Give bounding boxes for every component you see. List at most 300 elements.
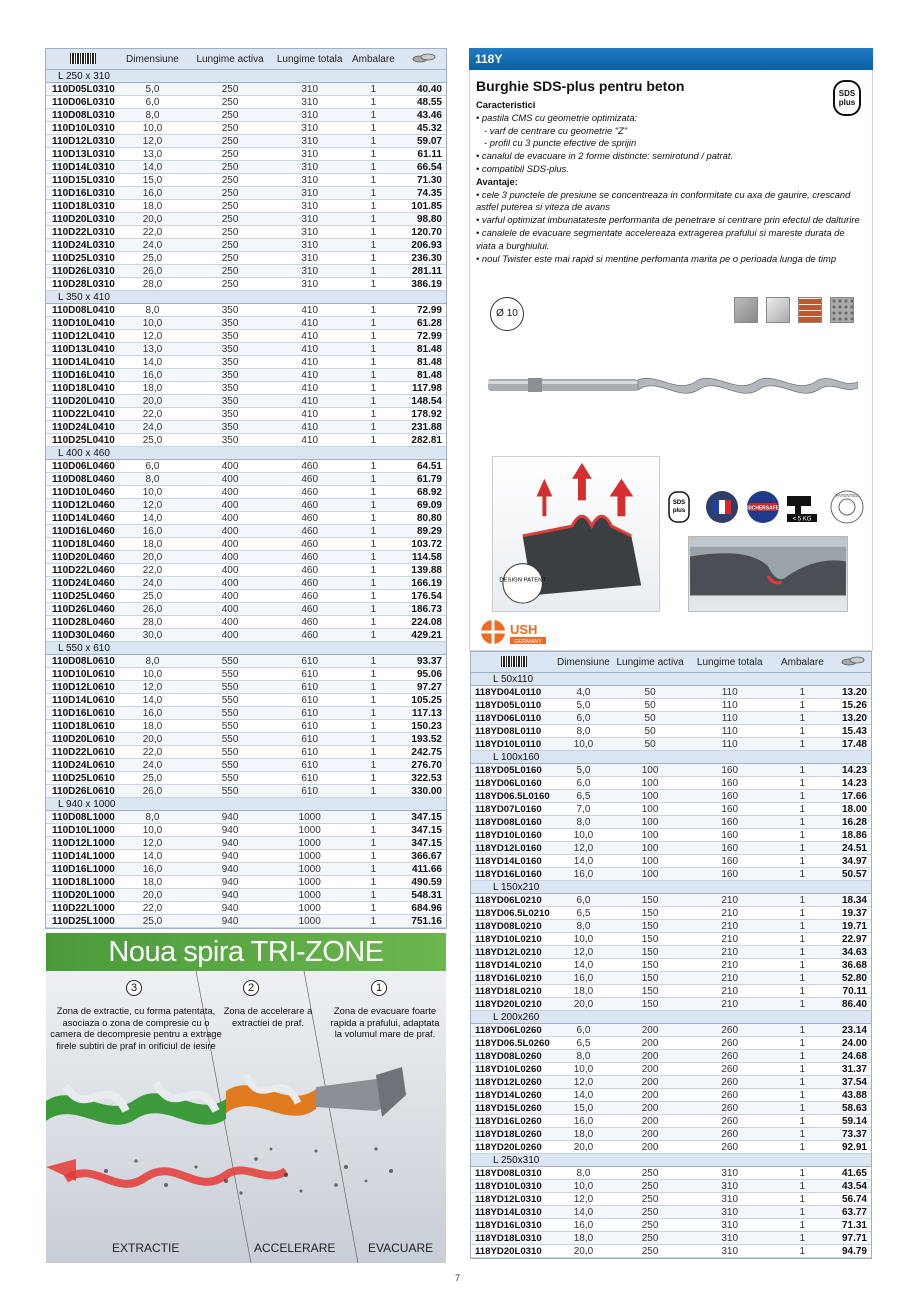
table-header (46, 48, 446, 70)
price-cell: 117.98 (411, 383, 442, 394)
product-code: 118YD12L0310 (475, 1194, 542, 1205)
table-row (471, 1024, 871, 1037)
ambalare-cell: 1 (370, 97, 377, 108)
table-row (46, 590, 446, 603)
section-header: L 50x110 (471, 673, 871, 686)
lungime-activa-cell: 150 (641, 947, 659, 958)
price-cell: 72.99 (416, 305, 442, 316)
product-code: 110D20L0310 (52, 214, 115, 225)
product-code: 118YD08L0160 (475, 817, 542, 828)
table-row (46, 122, 446, 135)
lungime-activa-cell: 250 (641, 1220, 659, 1231)
lungime-totala-cell: 310 (301, 227, 319, 238)
lungime-activa-cell: 550 (221, 656, 239, 667)
price-cell: 41.65 (841, 1168, 867, 1179)
product-code: 110D25L0310 (52, 253, 115, 264)
product-code: 118YD05L0160 (475, 765, 542, 776)
lungime-activa-cell: 200 (641, 1025, 659, 1036)
lungime-activa-cell: 100 (641, 791, 659, 802)
product-code: 110D25L1000 (52, 916, 115, 927)
dimensiune-cell: 5,0 (576, 765, 591, 776)
product-code: 118YD18L0260 (475, 1129, 542, 1140)
lungime-activa-cell: 250 (221, 110, 239, 121)
lungime-totala-cell: 610 (301, 669, 319, 680)
dimensiune-cell: 6,0 (576, 1025, 591, 1036)
ambalare-cell: 1 (799, 687, 806, 698)
ambalare-cell: 1 (799, 1246, 806, 1257)
ambalare-cell: 1 (370, 890, 377, 901)
product-code: 110D14L1000 (52, 851, 115, 862)
lungime-activa-cell: 250 (221, 97, 239, 108)
price-cell: 103.72 (411, 539, 442, 550)
ambalare-cell: 1 (370, 903, 377, 914)
lungime-activa-cell: 50 (644, 700, 656, 711)
dimensiune-cell: 10,0 (142, 487, 163, 498)
ambalare-cell: 1 (370, 760, 377, 771)
lungime-activa-cell: 150 (641, 895, 659, 906)
table-row (46, 408, 446, 421)
dimensiune-cell: 7,0 (576, 804, 591, 815)
avantaje-heading: Avantaje: (476, 175, 518, 187)
ambalare-cell: 1 (370, 162, 377, 173)
table-row (46, 889, 446, 902)
lungime-activa-cell: 350 (221, 357, 239, 368)
lungime-activa-cell: 940 (221, 864, 239, 875)
lungime-activa-cell: 50 (644, 739, 656, 750)
dimensiune-cell: 18,0 (142, 877, 163, 888)
lungime-totala-cell: 1000 (298, 864, 321, 875)
lungime-activa-cell: 250 (221, 84, 239, 95)
design-patent-image (492, 456, 660, 612)
lungime-totala-cell: 610 (301, 747, 319, 758)
lungime-totala-cell: 310 (301, 162, 319, 173)
table-row (46, 174, 446, 187)
price-cell: 17.48 (841, 739, 867, 750)
badge-sichersafe: SICHERSAFE (746, 505, 780, 512)
table-row (46, 824, 446, 837)
lungime-totala-cell: 410 (301, 344, 319, 355)
lungime-totala-cell: 310 (301, 214, 319, 225)
ambalare-cell: 1 (799, 1038, 806, 1049)
product-code: 118YD20L0210 (475, 999, 542, 1010)
dimensiune-cell: 13,0 (142, 149, 163, 160)
price-cell: 45.32 (416, 123, 442, 134)
ambalare-cell: 1 (799, 947, 806, 958)
lungime-totala-cell: 310 (301, 188, 319, 199)
ambalare-cell: 1 (370, 734, 377, 745)
lungime-totala-cell: 610 (301, 721, 319, 732)
table-row (471, 1063, 871, 1076)
dimensiune-cell: 16,0 (573, 1220, 594, 1231)
lungime-totala-cell: 1000 (298, 812, 321, 823)
price-cell: 366.67 (411, 851, 442, 862)
product-code: 118YD10L0260 (475, 1064, 542, 1075)
product-code: 110D13L0310 (52, 149, 115, 160)
lungime-totala-cell: 110 (721, 687, 738, 698)
avantaje-item: • noul Twister este mai rapid si mentine perfomanta marita pe o perioada lunga de timp (476, 252, 837, 264)
dimensiune-cell: 6,5 (576, 1038, 591, 1049)
product-code: 110D16L0410 (52, 370, 115, 381)
product-code: 118YD10L0160 (475, 830, 542, 841)
table-row (46, 252, 446, 265)
lungime-activa-cell: 100 (641, 765, 659, 776)
lungime-totala-cell: 310 (301, 84, 319, 95)
lungime-activa-cell: 940 (221, 838, 239, 849)
lungime-activa-cell: 250 (221, 162, 239, 173)
product-code: 110D10L1000 (52, 825, 115, 836)
dimensiune-cell: 16,0 (142, 188, 163, 199)
dimensiune-cell: 12,0 (142, 136, 163, 147)
price-cell: 69.09 (416, 500, 442, 511)
table-row (46, 551, 446, 564)
lungime-activa-cell: 200 (641, 1129, 659, 1140)
table-row (471, 686, 871, 699)
dimensiune-cell: 10,0 (573, 1181, 594, 1192)
price-cell: 63.77 (841, 1207, 867, 1218)
table-header (471, 651, 871, 673)
stone-material-icon (766, 297, 790, 323)
table-row (46, 226, 446, 239)
badge-weight: < 5 KG (792, 516, 812, 523)
zone-2-label: ACCELERARE (254, 1241, 336, 1255)
lungime-activa-cell: 940 (221, 916, 239, 927)
table-row (46, 356, 446, 369)
product-code: 118YD12L0160 (475, 843, 542, 854)
ambalare-cell: 1 (370, 838, 377, 849)
dimensiune-cell: 14,0 (142, 851, 163, 862)
table-row (46, 668, 446, 681)
ambalare-cell: 1 (370, 669, 377, 680)
product-code: 110D26L0310 (52, 266, 115, 277)
table-row (46, 382, 446, 395)
lungime-totala-cell: 410 (301, 357, 319, 368)
lungime-activa-cell: 150 (641, 960, 659, 971)
table-row (471, 907, 871, 920)
caracteristici-item: - varf de centrare cu geometrie "Z" (484, 124, 628, 136)
lungime-totala-cell: 460 (301, 526, 319, 537)
product-code: 110D12L0310 (52, 136, 115, 147)
lungime-totala-cell: 260 (721, 1090, 739, 1101)
ambalare-cell: 1 (799, 1025, 806, 1036)
ambalare-cell: 1 (799, 1064, 806, 1075)
trizone-infographic (46, 933, 446, 1263)
price-cell: 684.96 (411, 903, 442, 914)
ambalare-cell: 1 (799, 986, 806, 997)
lungime-totala-cell: 160 (721, 791, 739, 802)
section-header: L 940 x 1000 (46, 798, 446, 811)
dimensiune-cell: 24,0 (142, 578, 163, 589)
zone-1-text: Zona de evacuare foarte rapida a prafului, adaptata la volumul mare de praf. (330, 1005, 440, 1039)
lungime-totala-cell: 210 (721, 934, 739, 945)
dimensiune-cell: 6,0 (576, 895, 591, 906)
lungime-activa-cell: 250 (641, 1168, 659, 1179)
product-code: 118YD06.5L0260 (475, 1038, 550, 1049)
product-code: 110D15L0310 (52, 175, 115, 186)
feature-badges (667, 490, 867, 526)
table-row (46, 434, 446, 447)
ambalare-cell: 1 (370, 331, 377, 342)
price-cell: 59.14 (841, 1116, 867, 1127)
lungime-activa-cell: 550 (221, 708, 239, 719)
product-code: 110D10L0410 (52, 318, 115, 329)
ambalare-cell: 1 (799, 921, 806, 932)
price-cell: 97.27 (416, 682, 442, 693)
price-cell: 66.54 (416, 162, 442, 173)
ambalare-cell: 1 (799, 843, 806, 854)
ambalare-cell: 1 (370, 305, 377, 316)
ambalare-cell: 1 (370, 344, 377, 355)
lungime-activa-cell: 250 (641, 1194, 659, 1205)
dimensiune-cell: 12,0 (573, 1077, 594, 1088)
section-header: L 400 x 460 (46, 447, 446, 460)
price-cell: 231.88 (411, 422, 442, 433)
dimensiune-cell: 4,0 (576, 687, 591, 698)
right-table-body (471, 673, 871, 1258)
lungime-activa-cell: 400 (221, 526, 239, 537)
product-code: 110D08L0460 (52, 474, 115, 485)
product-code: 118YD08L0110 (475, 726, 542, 737)
ambalare-cell: 1 (799, 895, 806, 906)
product-code: 110D26L0460 (52, 604, 115, 615)
ambalare-cell: 1 (799, 973, 806, 984)
dimensiune-cell: 18,0 (142, 721, 163, 732)
lungime-totala-cell: 310 (721, 1233, 739, 1244)
lungime-activa-cell: 50 (644, 713, 656, 724)
dimensiune-cell: 15,0 (142, 175, 163, 186)
lungime-activa-cell: 940 (221, 903, 239, 914)
lungime-activa-cell: 550 (221, 734, 239, 745)
section-header: L 250x310 (471, 1154, 871, 1167)
product-code: 110D22L0610 (52, 747, 115, 758)
ambalare-cell: 1 (370, 721, 377, 732)
product-code: 118YD10L0310 (475, 1181, 542, 1192)
price-cell: 282.81 (411, 435, 442, 446)
price-cell: 429.21 (411, 630, 442, 641)
product-code: 118YD07L0160 (475, 804, 542, 815)
lungime-totala-cell: 460 (301, 578, 319, 589)
price-cell: 148.54 (411, 396, 442, 407)
dimensiune-cell: 8,0 (576, 817, 591, 828)
lungime-totala-cell: 410 (301, 370, 319, 381)
product-code: 110D08L0410 (52, 305, 115, 316)
lungime-activa-cell: 250 (221, 279, 239, 290)
ambalare-cell: 1 (370, 279, 377, 290)
ambalare-cell: 1 (799, 1103, 806, 1114)
col-lungime-totala: Lungime totala (276, 53, 343, 65)
sds-badge-line1: SDS (838, 89, 856, 98)
price-cell: 71.31 (841, 1220, 867, 1231)
product-code: 110D18L0310 (52, 201, 115, 212)
price-cell: 193.52 (411, 734, 442, 745)
lungime-activa-cell: 50 (644, 687, 656, 698)
lungime-activa-cell: 550 (221, 669, 239, 680)
product-code: 110D24L0610 (52, 760, 115, 771)
product-code: 118YD20L0260 (475, 1142, 542, 1153)
table-row (471, 829, 871, 842)
price-cell: 36.68 (841, 960, 867, 971)
lungime-activa-cell: 100 (641, 869, 659, 880)
lungime-totala-cell: 610 (301, 656, 319, 667)
lungime-totala-cell: 1000 (298, 838, 321, 849)
dimensiune-cell: 12,0 (142, 682, 163, 693)
dimensiune-cell: 16,0 (142, 864, 163, 875)
lungime-activa-cell: 150 (641, 934, 659, 945)
lungime-totala-cell: 1000 (298, 825, 321, 836)
brick-material-icon (798, 297, 822, 323)
ambalare-cell: 1 (370, 266, 377, 277)
table-row (471, 738, 871, 751)
price-cell: 24.00 (841, 1038, 867, 1049)
lungime-activa-cell: 200 (641, 1103, 659, 1114)
table-row (471, 1037, 871, 1050)
table-row (46, 733, 446, 746)
price-cell: 105.25 (411, 695, 442, 706)
lungime-totala-cell: 410 (301, 435, 319, 446)
dimensiune-cell: 22,0 (142, 227, 163, 238)
ambalare-cell: 1 (799, 1090, 806, 1101)
product-code: 110D25L0610 (52, 773, 115, 784)
price-cell: 61.11 (417, 149, 442, 160)
product-description (476, 99, 866, 265)
table-row (471, 868, 871, 881)
concrete-material-icon (734, 297, 758, 323)
table-row (471, 725, 871, 738)
product-code: 110D24L0310 (52, 240, 115, 251)
table-row (46, 577, 446, 590)
price-cell: 24.68 (841, 1051, 867, 1062)
lungime-totala-cell: 310 (301, 279, 319, 290)
price-cell: 281.11 (411, 266, 442, 277)
ambalare-cell: 1 (799, 713, 806, 724)
ush-logo (480, 618, 560, 648)
ambalare-cell: 1 (370, 682, 377, 693)
product-code: 110D25L0460 (52, 591, 115, 602)
price-cell: 59.07 (416, 136, 442, 147)
lungime-totala-cell: 160 (721, 843, 739, 854)
product-code: 118YD18L0210 (475, 986, 542, 997)
lungime-activa-cell: 200 (641, 1051, 659, 1062)
lungime-activa-cell: 550 (221, 721, 239, 732)
product-code: 110D14L0610 (52, 695, 115, 706)
design-patent-text: DESIGN PATENT (499, 577, 547, 584)
table-row (46, 785, 446, 798)
price-cell: 176.54 (411, 591, 442, 602)
price-cell: 72.99 (416, 331, 442, 342)
table-row (46, 694, 446, 707)
dimensiune-cell: 10,0 (573, 934, 594, 945)
price-cell: 97.71 (841, 1233, 867, 1244)
ambalare-cell: 1 (370, 435, 377, 446)
table-row (471, 920, 871, 933)
dimensiune-cell: 8,0 (145, 812, 160, 823)
lungime-activa-cell: 100 (641, 804, 659, 815)
ambalare-cell: 1 (799, 934, 806, 945)
price-cell: 139.88 (411, 565, 442, 576)
col-lungime-totala: Lungime totala (696, 656, 763, 668)
table-row (46, 473, 446, 486)
table-row (46, 720, 446, 733)
product-code: 110D12L0460 (52, 500, 115, 511)
lungime-totala-cell: 160 (721, 856, 739, 867)
dimensiune-cell: 20,0 (142, 890, 163, 901)
lungime-totala-cell: 310 (721, 1220, 739, 1231)
lungime-activa-cell: 350 (221, 318, 239, 329)
ambalare-cell: 1 (799, 778, 806, 789)
price-cell: 89.29 (416, 526, 442, 537)
ambalare-cell: 1 (370, 500, 377, 511)
price-cell: 95.06 (416, 669, 442, 680)
price-cell: 93.37 (416, 656, 442, 667)
dimensiune-cell: 14,0 (573, 1090, 594, 1101)
lungime-activa-cell: 400 (221, 552, 239, 563)
price-cell: 34.97 (841, 856, 867, 867)
ambalare-cell: 1 (799, 1181, 806, 1192)
price-cell: 71.30 (416, 175, 442, 186)
product-code: 110D18L0610 (52, 721, 115, 732)
lungime-activa-cell: 940 (221, 825, 239, 836)
table-row (46, 109, 446, 122)
barcode-icon (471, 656, 557, 667)
product-code: 110D08L0310 (52, 110, 115, 121)
product-code: 110D13L0410 (52, 344, 115, 355)
price-cell: 15.26 (841, 700, 867, 711)
table-row (471, 1219, 871, 1232)
ambalare-cell: 1 (799, 856, 806, 867)
lungime-totala-cell: 310 (301, 110, 319, 121)
ambalare-cell: 1 (370, 695, 377, 706)
lungime-totala-cell: 160 (721, 869, 739, 880)
trizone-title: Noua spira TRI-ZONE (46, 933, 446, 971)
table-row (46, 811, 446, 824)
price-cell: 73.37 (841, 1129, 867, 1140)
lungime-activa-cell: 350 (221, 344, 239, 355)
price-cell: 43.88 (841, 1090, 867, 1101)
product-code: 110D22L0310 (52, 227, 115, 238)
zone-3-number: 3 (126, 980, 142, 996)
price-cell: 18.34 (841, 895, 867, 906)
ambalare-cell: 1 (370, 565, 377, 576)
ambalare-cell: 1 (370, 825, 377, 836)
drill-bit-image (488, 368, 858, 402)
dimensiune-cell: 6,0 (576, 713, 591, 724)
table-row (46, 148, 446, 161)
table-row (46, 629, 446, 642)
lungime-activa-cell: 550 (221, 682, 239, 693)
ambalare-cell: 1 (370, 84, 377, 95)
table-row (471, 1180, 871, 1193)
ambalare-cell: 1 (370, 396, 377, 407)
ambalare-cell: 1 (370, 422, 377, 433)
lungime-activa-cell: 100 (641, 856, 659, 867)
lungime-activa-cell: 400 (221, 500, 239, 511)
section-header: L 250 x 310 (46, 70, 446, 83)
price-cell: 120.70 (411, 227, 442, 238)
table-row (471, 1141, 871, 1154)
table-row (46, 395, 446, 408)
product-code: 118YD16L0260 (475, 1116, 542, 1127)
lungime-totala-cell: 410 (301, 331, 319, 342)
price-cell: 330.00 (411, 786, 442, 797)
product-code: 118YD06.5L0210 (475, 908, 550, 919)
sds-badge-line2: plus (838, 98, 856, 107)
lungime-totala-cell: 210 (721, 921, 739, 932)
table-row (46, 187, 446, 200)
lungime-totala-cell: 610 (301, 760, 319, 771)
product-code: 118YD14L0260 (475, 1090, 542, 1101)
product-code: 110D26L0610 (52, 786, 115, 797)
table-row (471, 1167, 871, 1180)
price-cell: 15.43 (841, 726, 867, 737)
